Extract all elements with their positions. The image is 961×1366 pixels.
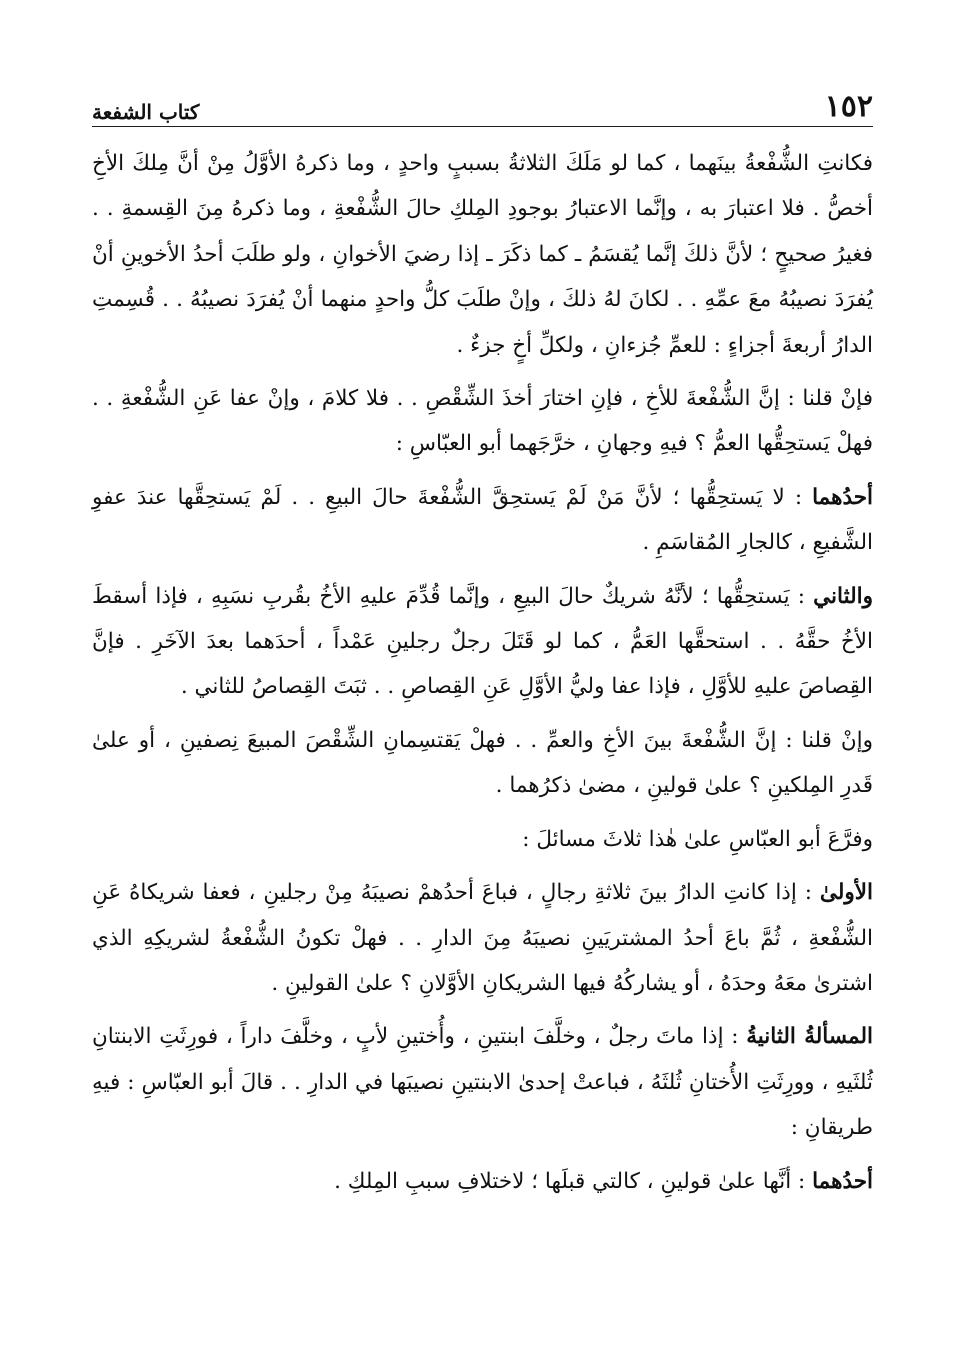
paragraph-text: فإنْ قلنا : إنَّ الشُّفْعةَ للأخِ ، فإنِ اختارَ أخذَ الشِّقْصِ . . فلا كلامَ ، وإنْ عفا عَنِ الشُّفْعةِ . . فهلْ يَستحِقُّها العمُّ ؟ فيهِ وجهانِ ، خرَّجَهما أبو العبّاسِ : <box>92 386 873 457</box>
running-header <box>92 82 873 127</box>
paragraph-text: : إذا كانتِ الدارُ بينَ ثلاثةِ رجالٍ ، فباعَ أحدُهمْ نصيبَهُ مِنْ رجلينِ ، فعفا شريكاهُ عَنِ الشُّفْعةِ ، ثُمَّ باعَ أحدُ المشتريَينِ نصيبَهُ مِنَ الدارِ . . فهلْ تكونُ الشُّفْعةُ لشريكِهِ الذي اشترىٰ معَهُ وحدَهُ ، أو يشاركُهُ فيها الشريكانِ الأوَّلانِ ؟ علىٰ القولينِ . <box>92 880 873 996</box>
paragraph-lead: المسألةُ الثانيةُ <box>746 1024 873 1050</box>
paragraph-text: فكانتِ الشُّفْعةُ بينَهما ، كما لو مَلَكَ الثلاثةُ بسببٍ واحدٍ ، وما ذكرهُ الأوَّلُ مِنْ أنَّ مِلكَ الأخِ أخصُّ . فلا اعتبارَ به ، وإنَّما الاعتبارُ بوجودِ المِلكِ حالَ الشُّفْعةِ ، وما ذكرهُ مِنَ القِسمةِ . . فغيرُ صحيحٍ ؛ لأنَّ ذلكَ إنَّما يُقسَمُ ـ كما ذكَرَ ـ إذا رضيَ الأخوانِ ، ولو طلَبَ أحدُ الأخوينِ أنْ يُفرَدَ نصيبُهُ معَ عمِّهِ . . لكانَ لهُ ذلكَ ، وإنْ طلَبَ كلُّ واحدٍ منهما أنْ يُفرَدَ نصيبُهُ . . قُسِمتِ الدارُ أربعةَ أجزاءٍ : للعمِّ جُزءانِ ، ولكلِّ أخٍ جزءٌ . <box>92 151 873 358</box>
paragraph <box>92 1014 873 1150</box>
paragraph-text: : أنَّها علىٰ قولينِ ، كالتي قبلَها ؛ لاختلافِ سببِ المِلكِ . <box>334 1168 813 1194</box>
paragraph <box>92 817 873 862</box>
paragraph-lead: الأولىٰ <box>819 880 873 906</box>
paragraph-lead: أحدُهما <box>812 484 873 510</box>
page-number: ١٥٢ <box>824 89 873 124</box>
paragraph <box>92 574 873 710</box>
paragraph <box>92 870 873 1006</box>
paragraph <box>92 376 873 467</box>
paragraph-text: وإنْ قلنا : إنَّ الشُّفْعةَ بينَ الأخِ والعمِّ . . فهلْ يَقتسِمانِ الشِّقْصَ المبيعَ نِصفينِ ، أو علىٰ قَدرِ المِلكينِ ؟ علىٰ قولينِ ، مضىٰ ذكرُهما . <box>92 727 873 799</box>
body-text <box>92 141 873 1204</box>
paragraph-lead: والثاني <box>813 583 873 609</box>
paragraph <box>92 1159 873 1204</box>
paragraph-text: : لا يَستحِقُّها ؛ لأنَّ مَنْ لَمْ يَستحِقَّ الشُّفْعةَ حالَ البيعِ . . لَمْ يَستحِقَّها عندَ عفوِ الشَّفيعِ ، كالجارِ المُقاسَمِ . <box>92 484 873 556</box>
paragraph-text: : إذا ماتَ رجلٌ ، وخلَّفَ ابنتينِ ، وأُختينِ لأبٍ ، وخلَّفَ داراً ، فورِثَتِ الابنتانِ ثُلثَيهِ ، وورِثَتِ الأُختانِ ثُلثَهُ ، فباعتْ إحدىٰ الابنتينِ نصيبَها في الدارِ . . قالَ أبو العبّاسِ : فيهِ طريقانِ : <box>92 1024 873 1141</box>
paragraph <box>92 141 873 368</box>
paragraph-text: وفرَّعَ أبو العبّاسِ علىٰ هٰذا ثلاثَ مسائلَ : <box>522 826 873 852</box>
paragraph-lead: أحدُهما <box>812 1168 873 1194</box>
paragraph <box>92 475 873 566</box>
chapter-title: كتاب الشفعة <box>92 100 200 124</box>
paragraph-text: : يَستحِقُّها ؛ لأنَّهُ شريكٌ حالَ البيعِ ، وإنَّما قُدِّمَ عليهِ الأخُ بقُربِ نسَبِهِ ، فإذا أسقطَ الأخُ حقَّهُ . . استحقَّها العَمُّ ، كما لو قَتَلَ رجلٌ رجلينِ عَمْداً ، أحدَهما بعدَ الآخَرِ . فإنَّ القِصاصَ عليهِ للأوَّلِ ، فإذا عفا وليُّ الأوَّلِ عَنِ القِصاصِ . . ثبَتَ القِصاصُ للثاني . <box>92 583 873 700</box>
paragraph <box>92 718 873 809</box>
